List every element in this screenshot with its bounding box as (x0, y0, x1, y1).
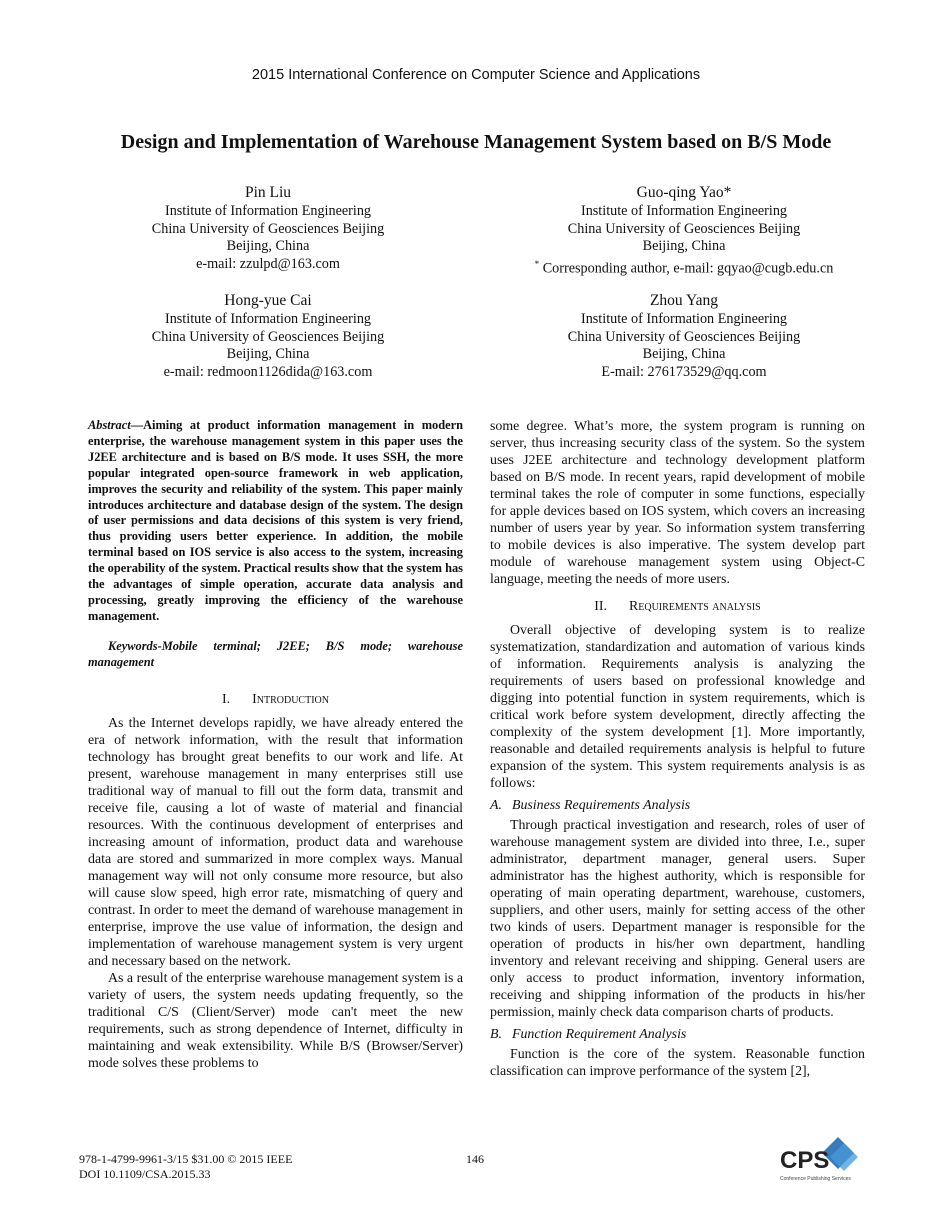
abstract-label: Abstract (88, 418, 131, 432)
footer-info (79, 1152, 292, 1182)
paragraph: As the Internet develops rapidly, we have already entered the era of network information, with the result that information technology has brought great benefits to our work and life. At present, warehouse management in many enterprises still use traditional way of manual to fill out the form data, transmit and receive file, causing a lot of waste of material and financial resources. With the continuous development of enterprises and increasing amount of information, product data and warehouse data are stored and summarized in more complex ways. Manual management way will not only consume more resource, but also will cause slow speed, high error rate, mismatching of query and contrast. In order to meet the demand of warehouse management in enterprise, improve the use value of information, the design and implementation of warehouse management system is very urgent and necessary based on the network. (88, 715, 463, 969)
author-block-1 (58, 183, 478, 273)
section-number: I. (222, 691, 231, 707)
author-location: Beijing, China (642, 238, 726, 255)
section-heading-requirements (490, 598, 865, 615)
subsection-heading-function (490, 1026, 865, 1043)
section-title: Introduction (252, 691, 329, 707)
corresponding-star: * (534, 258, 540, 269)
section-number: II. (594, 599, 607, 614)
author-name: Pin Liu (244, 184, 292, 201)
right-column (490, 418, 865, 1080)
author-block-3 (58, 291, 478, 381)
author-university: China University of Geosciences Beijing (567, 220, 801, 237)
footer-isbn: 978-1-4799-9961-3/15 $31.00 © 2015 IEEE (79, 1152, 293, 1166)
subsection-letter: A. (490, 798, 502, 813)
author-block-2 (474, 183, 894, 278)
paragraph: Function is the core of the system. Reasonable function classification can improve performance of the system [2], (490, 1047, 865, 1079)
page-number: 146 (466, 1152, 484, 1166)
subsection-letter: B. (490, 1027, 502, 1042)
author-institute: Institute of Information Engineering (164, 311, 372, 327)
author-location: Beijing, China (226, 346, 310, 363)
paragraph: Through practical investigation and research, roles of user of warehouse management system are divided into three, I.e., super administrator, department manager, general users. Super administrator has the highest authority, which is responsible for operating of main operating department, warehouse, customers, suppliers, and other users, mainly for setting access of the other two kinds of users. Department manager is responsible for the operation of products in his/her own department, handling inventory and relevant receiving and shipping. General users are only access to product information, inventory information, receiving and shipping information of the products in his/her permission, mainly check data comparison charts of products. (490, 818, 865, 1020)
subsection-title: Business Requirements Analysis (511, 798, 691, 813)
author-university: China University of Geosciences Beijing (151, 328, 385, 345)
author-email[interactable]: Corresponding author, e-mail: gqyao@cugb.edu.cn (542, 260, 834, 277)
section-heading-introduction (88, 691, 463, 708)
author-institute: Institute of Information Engineering (580, 203, 788, 219)
left-column (88, 418, 463, 1072)
paper-title: Design and Implementation of Warehouse Management System based on B/S Mode (120, 131, 832, 153)
footer-doi: DOI 10.1109/CSA.2015.33 (79, 1167, 211, 1181)
author-institute: Institute of Information Engineering (580, 311, 788, 327)
paragraph: Overall objective of developing system is to realize systematization, standardization and automation of various kinds of information. Requirements analysis is analyzing the requirements of users based on professional knowledge and digging into potential function in system requirements, which is critical work before system development, directly affecting the complexity of the system development [1]. More importantly, reasonable and detailed requirements analysis is helpful to future expansion of the system. This system requirements analysis is as follows: (490, 623, 865, 791)
author-email[interactable]: e-mail: redmoon1126dida@163.com (163, 363, 373, 380)
author-name: Hong-yue Cai (224, 292, 312, 309)
author-name: Guo-qing Yao* (636, 184, 732, 201)
abstract (88, 418, 463, 625)
subsection-title: Function Requirement Analysis (511, 1027, 687, 1042)
author-email: e-mail: zzulpd@163.com (196, 255, 340, 272)
abstract-text: —Aiming at product information management in modern enterprise, the warehouse management system in this paper uses the J2EE architecture and is based on B/S mode. It uses SSH, the more popular integrated open-source framework in web application, improves the security and reliability of the system. This paper mainly introduces architecture and database design of the system. The design of user permissions and data decisions of this system is very friend, thus providing users better experience. In addition, the mobile terminal based on IOS service is also access to the system, increasing the operability of the system. Practical results show that the system has the advantages of simple operation, accurate data analysis and processing, greatly improving the efficiency of the warehouse management. (88, 418, 463, 623)
author-block-4 (474, 291, 894, 381)
author-location: Beijing, China (226, 238, 310, 255)
cps-logo-text: CPS (780, 1147, 830, 1174)
author-email[interactable]: E-mail: 276173529@qq.com (601, 363, 767, 380)
conference-header: 2015 International Conference on Computer Science and Applications (251, 67, 701, 83)
subsection-heading-business (490, 797, 865, 814)
keywords: Keywords-Mobile terminal; J2EE; B/S mode; warehouse management (88, 638, 463, 669)
author-institute: Institute of Information Engineering (164, 203, 372, 219)
paragraph: some degree. What’s more, the system program is running on server, thus increasing security class of the system. So the system uses J2EE architecture and technology development platform based on B/S mode. In recent years, rapid development of mobile terminal takes the role of computer in some functions, especially for apple devices based on IOS system, which covers an increasing number of users year by year. So information system transferring to mobile devices is also imperative. The system develop part module of warehouse management system using Object-C language, meeting the needs of more users. (490, 419, 865, 587)
author-university: China University of Geosciences Beijing (151, 220, 385, 237)
section-title: Requirements analysis (628, 599, 761, 614)
author-email-line (474, 256, 894, 278)
author-university: China University of Geosciences Beijing (567, 328, 801, 345)
paragraph: As a result of the enterprise warehouse management system is a variety of users, the system needs updating frequently, so the traditional C/S (Client/Server) mode can't meet the new requirements, such as strong dependence of Internet, difficulty in maintaining and weak extensibility. While B/S (Browser/Server) mode solves these problems to (88, 970, 463, 1071)
cps-logo-subtext: Conference Publishing Services (780, 1176, 851, 1182)
cps-logo (778, 1135, 868, 1185)
author-name: Zhou Yang (649, 292, 719, 309)
author-location: Beijing, China (642, 346, 726, 363)
